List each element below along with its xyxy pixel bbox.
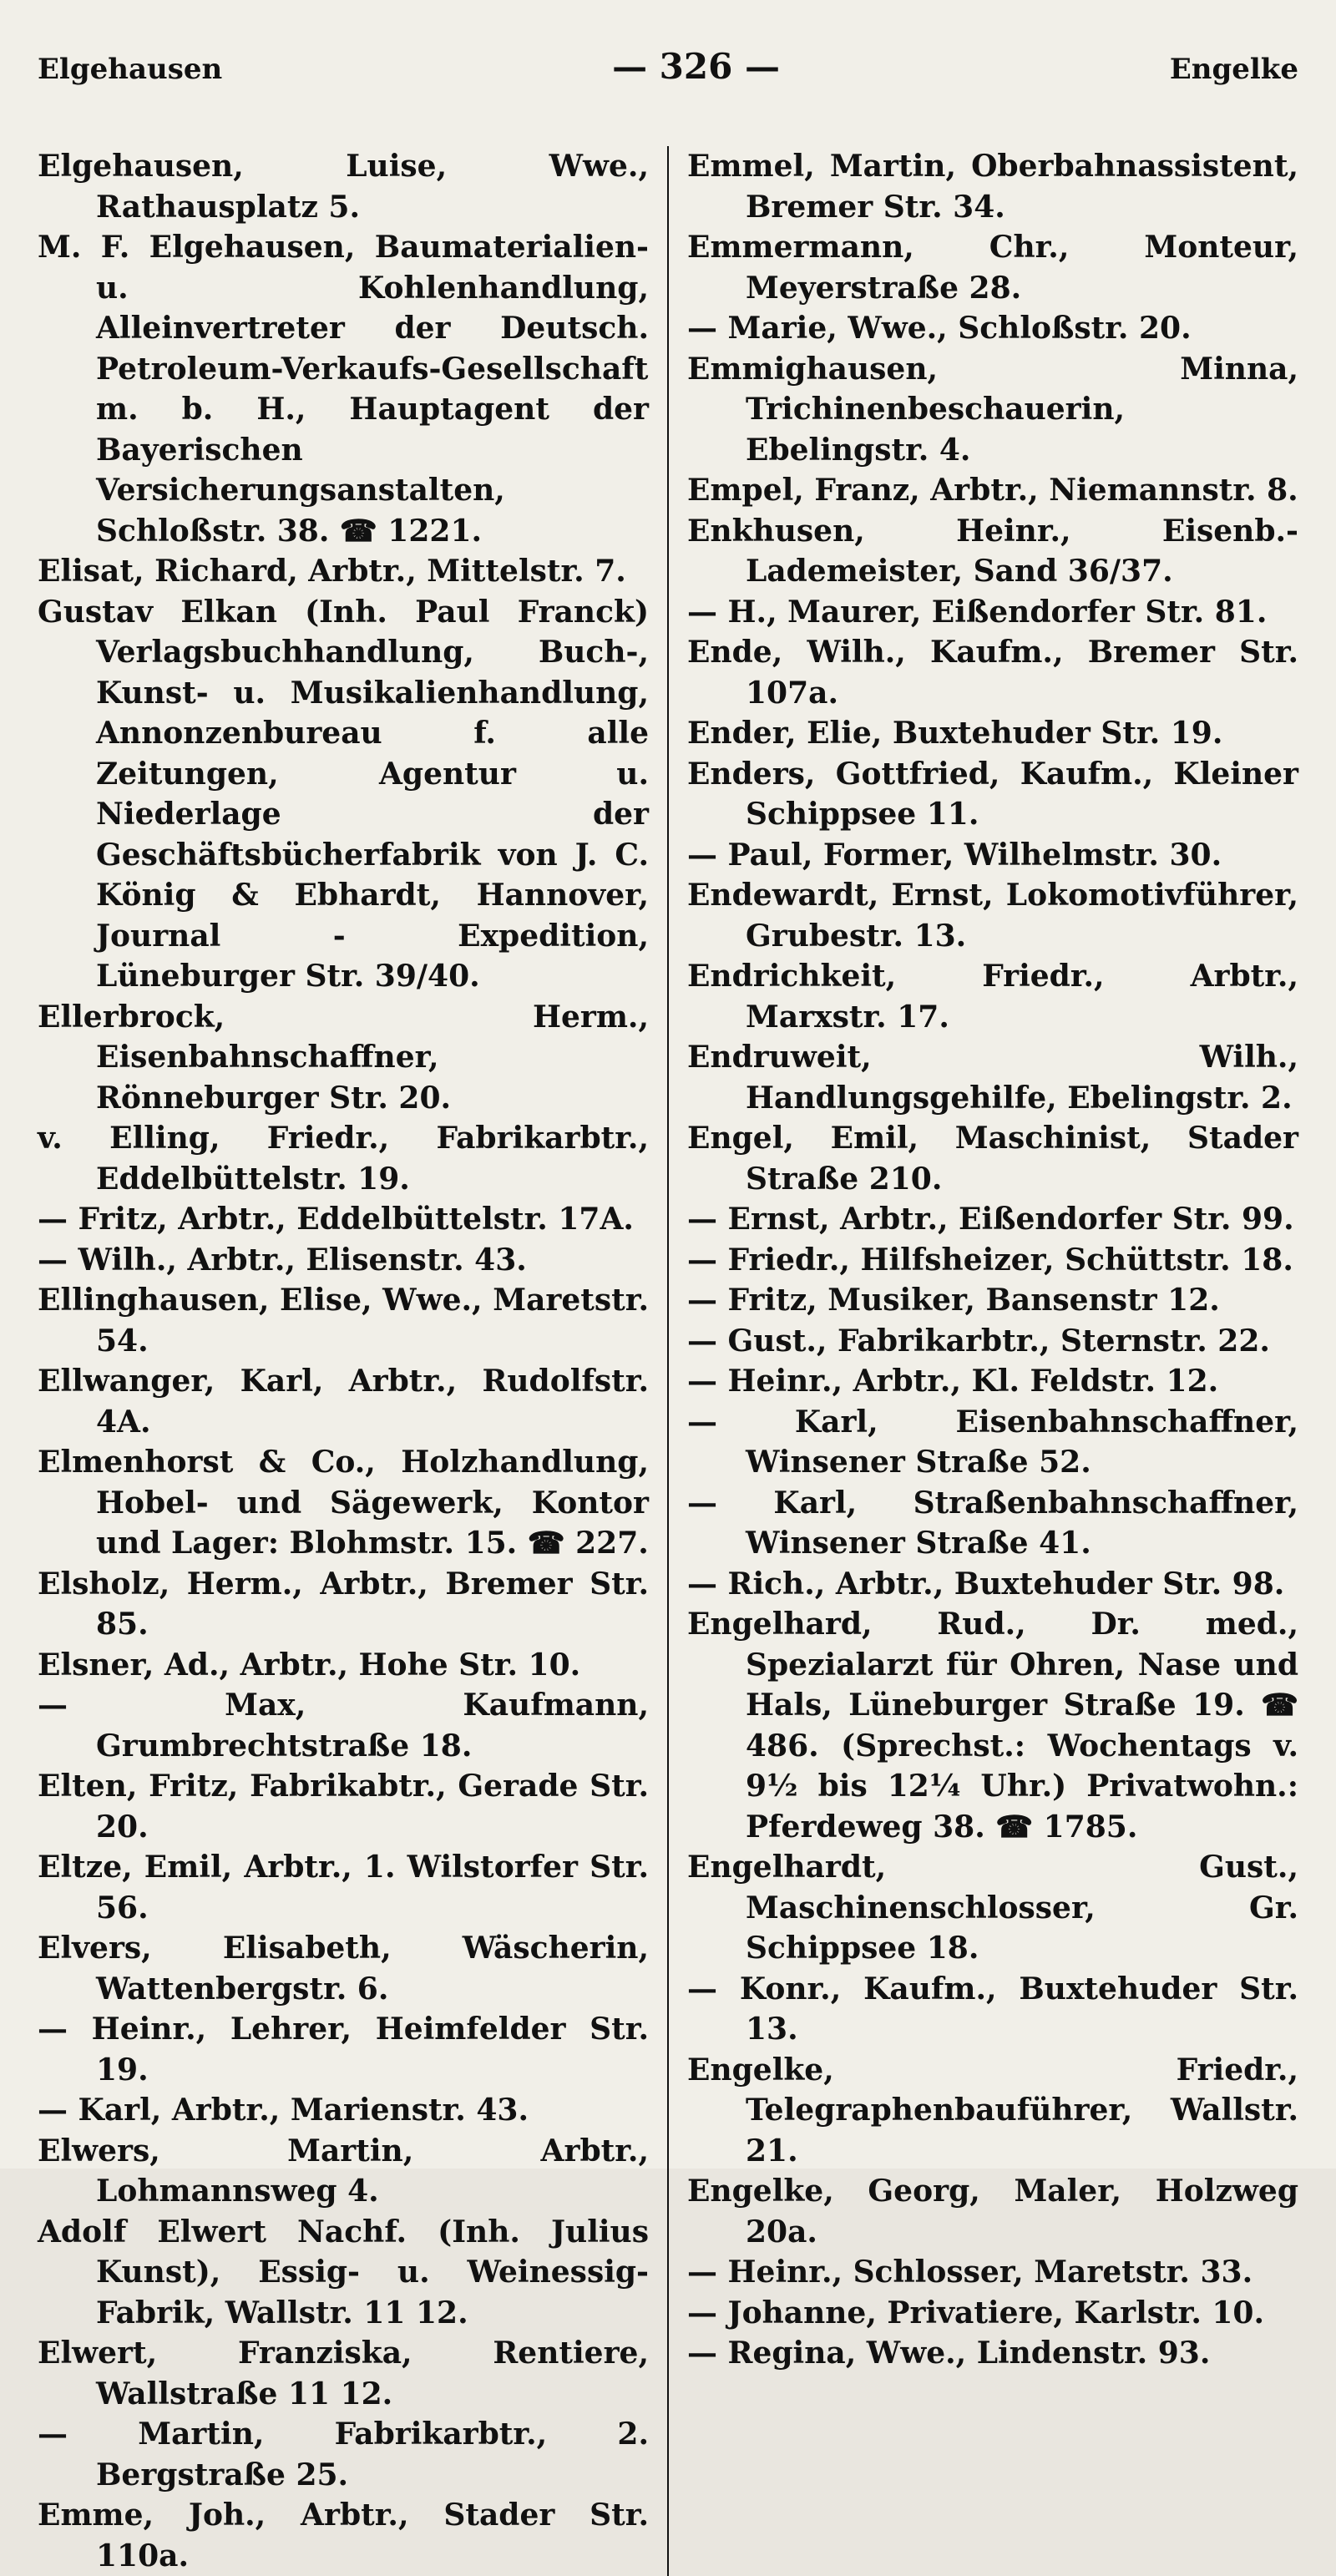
right-column [669, 146, 1298, 2576]
directory-entry: Empel, Franz, Arbtr., Niemannstr. 8. [687, 473, 1298, 508]
directory-entry: — Regina, Wwe., Lindenstr. 93. [687, 2336, 1211, 2371]
running-head-right: Engelke [1169, 53, 1298, 86]
directory-entry: Engelhard, Rud., Dr. med., Spezialarzt für Ohren, Nase und Hals, Lüneburger Straße 19. ☎ 486. (Sprechst.: Wochentags v. 9½ bis 12¼ Uhr.) Privatwohn.: Pferdeweg 38. ☎ 1785. [687, 1607, 1298, 1845]
directory-entry: — Max, Kaufmann, Grumbrechtstraße 18. [38, 1688, 649, 1764]
directory-entry: Ellinghausen, Elise, Wwe., Maretstr. 54. [38, 1283, 649, 1359]
directory-entry: Emme, Joh., Arbtr., Stader Str. 110a. [38, 2498, 649, 2573]
directory-entry: Elgehausen, Luise, Wwe., Rathausplatz 5. [38, 149, 649, 225]
directory-entry: Ende, Wilh., Kaufm., Bremer Str. 107a. [687, 635, 1298, 711]
directory-entry: — Paul, Former, Wilhelmstr. 30. [687, 837, 1222, 873]
directory-entry: Enders, Gottfried, Kaufm., Kleiner Schippsee 11. [687, 756, 1298, 832]
directory-entry: Eltze, Emil, Arbtr., 1. Wilstorfer Str. 56. [38, 1850, 649, 1926]
directory-entry: — Karl, Arbtr., Marienstr. 43. [38, 2093, 529, 2128]
directory-entry: Elmenhorst & Co., Holzhandlung, Hobel- und Sägewerk, Kontor und Lager: Blohmstr. 15. ☎ 227. [38, 1445, 649, 1561]
directory-entry: — Fritz, Arbtr., Eddelbüttelstr. 17A. [38, 1202, 634, 1237]
directory-entry: Elisat, Richard, Arbtr., Mittelstr. 7. [38, 554, 626, 589]
directory-entry: Emmighausen, Minna, Trichinenbeschauerin, Ebelingstr. 4. [687, 351, 1298, 468]
page-number: — 326 — [612, 46, 780, 87]
page-header [38, 46, 1298, 113]
directory-entry: Ellerbrock, Herm., Eisenbahnschaffner, Rönneburger Str. 20. [38, 999, 649, 1116]
running-head-left: Elgehausen [38, 53, 223, 86]
directory-entry: Ellwanger, Karl, Arbtr., Rudolfstr. 4A. [38, 1364, 649, 1440]
directory-entry: — Heinr., Schlosser, Maretstr. 33. [687, 2255, 1253, 2290]
directory-entry: Endrichkeit, Friedr., Arbtr., Marxstr. 17. [687, 959, 1298, 1035]
directory-entry: — Friedr., Hilfsheizer, Schüttstr. 18. [687, 1242, 1293, 1278]
directory-entry: Elten, Fritz, Fabrikabtr., Gerade Str. 20. [38, 1769, 649, 1845]
directory-entry: — Wilh., Arbtr., Elisenstr. 43. [38, 1242, 527, 1278]
directory-entry: — Ernst, Arbtr., Eißendorfer Str. 99. [687, 1202, 1294, 1237]
directory-entry: — Heinr., Arbtr., Kl. Feldstr. 12. [687, 1364, 1219, 1399]
directory-entry: Adolf Elwert Nachf. (Inh. Julius Kunst), Essig- u. Weinessig-Fabrik, Wallstr. 11 12. [38, 2214, 649, 2331]
left-column [38, 146, 669, 2576]
directory-entry: Ender, Elie, Buxtehuder Str. 19. [687, 716, 1223, 751]
directory-entry: Elsner, Ad., Arbtr., Hohe Str. 10. [38, 1647, 581, 1683]
directory-entry: Endewardt, Ernst, Lokomotivführer, Grubestr. 13. [687, 878, 1298, 954]
directory-entry: Gustav Elkan (Inh. Paul Franck) Verlagsbuchhandlung, Buch-, Kunst- u. Musikalienhandlung, Annonzenbureau f. alle Zeitungen, Agentur u. Niederlage der Geschäftsbücherfabrik von J. C. König & Ebhardt, Hannover, Journal - Expedition, Lüneburger Str. 39/40. [38, 594, 649, 994]
directory-entry: Elwert, Franziska, Rentiere, Wallstraße 11 12. [38, 2336, 649, 2412]
entry-columns [38, 146, 1298, 2576]
directory-entry: Elvers, Elisabeth, Wäscherin, Wattenbergstr. 6. [38, 1931, 649, 2007]
directory-entry: — Konr., Kaufm., Buxtehuder Str. 13. [687, 1971, 1298, 2047]
directory-entry: Elwers, Martin, Arbtr., Lohmannsweg 4. [38, 2133, 649, 2209]
directory-entry: — Rich., Arbtr., Buxtehuder Str. 98. [687, 1566, 1285, 1602]
directory-entry: Emmermann, Chr., Monteur, Meyerstraße 28. [687, 230, 1298, 306]
directory-entry: Enkhusen, Heinr., Eisenb.-Lademeister, Sand 36/37. [687, 513, 1298, 589]
directory-entry: Emmel, Martin, Oberbahnassistent, Bremer Str. 34. [687, 149, 1298, 225]
directory-entry: — H., Maurer, Eißendorfer Str. 81. [687, 594, 1268, 630]
directory-entry: Engel, Emil, Maschinist, Stader Straße 210. [687, 1121, 1298, 1197]
directory-entry: — Martin, Fabrikarbtr., 2. Bergstraße 25. [38, 2417, 649, 2492]
directory-entry: Engelke, Friedr., Telegraphenbauführer, Wallstr. 21. [687, 2052, 1298, 2169]
directory-entry: — Marie, Wwe., Schloßstr. 20. [687, 311, 1192, 346]
directory-entry: — Heinr., Lehrer, Heimfelder Str. 19. [38, 2012, 649, 2088]
directory-entry: — Karl, Eisenbahnschaffner, Winsener Straße 52. [687, 1404, 1298, 1480]
directory-entry: Endruweit, Wilh., Handlungsgehilfe, Ebelingstr. 2. [687, 1040, 1298, 1116]
directory-entry: — Gust., Fabrikarbtr., Sternstr. 22. [687, 1323, 1270, 1359]
directory-entry: M. F. Elgehausen, Baumaterialien- u. Kohlenhandlung, Alleinvertreter der Deutsch. Petroleum-Verkaufs-Gesellschaft m. b. H., Hauptagent der Bayerischen Versicherungsanstalten, Schloßstr. 38. ☎ 1221. [38, 230, 649, 549]
directory-entry: v. Elling, Friedr., Fabrikarbtr., Eddelbüttelstr. 19. [38, 1121, 649, 1197]
directory-entry: Elsholz, Herm., Arbtr., Bremer Str. 85. [38, 1566, 649, 1642]
directory-entry: Engelhardt, Gust., Maschinenschlosser, Gr. Schippsee 18. [687, 1850, 1298, 1966]
directory-entry: — Fritz, Musiker, Bansenstr 12. [687, 1283, 1220, 1318]
directory-entry: Engelke, Georg, Maler, Holzweg 20a. [687, 2174, 1298, 2250]
directory-entry: — Johanne, Privatiere, Karlstr. 10. [687, 2295, 1265, 2331]
directory-entry: — Karl, Straßenbahnschaffner, Winsener Straße 41. [687, 1485, 1298, 1561]
